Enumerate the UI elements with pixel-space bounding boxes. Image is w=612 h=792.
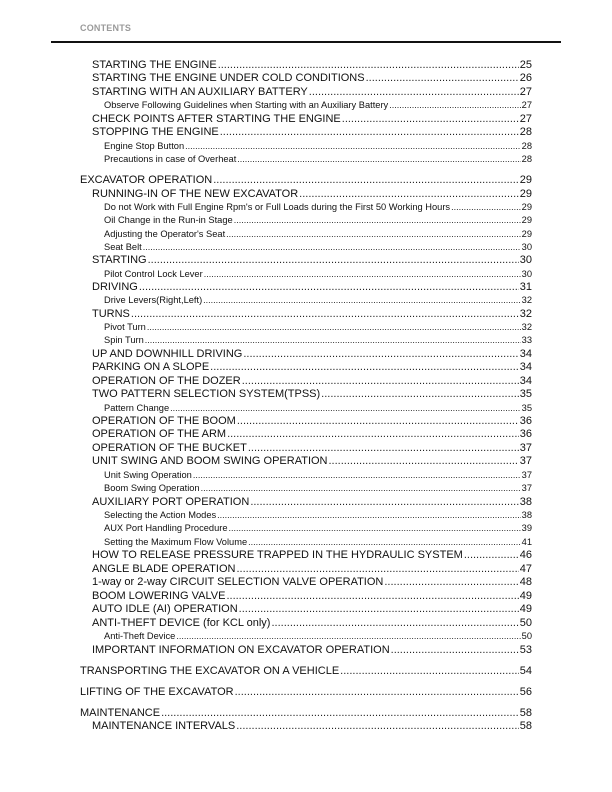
toc-entry-title: Pattern Change	[104, 403, 170, 413]
toc-entry[interactable]	[92, 59, 532, 72]
toc-entry-page-number: 29	[521, 202, 532, 212]
toc-entry[interactable]	[104, 153, 532, 166]
toc-entry[interactable]	[92, 188, 532, 201]
toc-entry-title: TURNS	[92, 308, 130, 320]
toc-entry-title: OPERATION OF THE BUCKET	[92, 442, 247, 454]
toc-entry[interactable]	[92, 254, 532, 267]
dot-leader	[176, 630, 520, 643]
toc-entry[interactable]	[92, 126, 532, 139]
toc-entry[interactable]	[92, 281, 532, 294]
toc-entry[interactable]	[104, 201, 532, 214]
toc-entry-page-number: 58	[519, 720, 532, 732]
toc-entry-title: Anti-Theft Device	[104, 631, 176, 641]
toc-entry-title: Pivot Turn	[104, 322, 146, 332]
toc-entry-page-number: 37	[519, 442, 532, 454]
toc-entry[interactable]	[92, 442, 532, 455]
toc-entry[interactable]	[104, 241, 532, 254]
toc-entry-title: UNIT SWING AND BOOM SWING OPERATION	[92, 455, 328, 467]
dot-leader	[235, 686, 519, 699]
toc-entry[interactable]	[80, 686, 532, 699]
toc-entry[interactable]	[92, 617, 532, 630]
toc-entry-page-number: 30	[519, 254, 532, 266]
dot-leader	[148, 254, 519, 267]
toc-entry-title: Selecting the Action Modes	[104, 510, 217, 520]
toc-entry-page-number: 29	[519, 188, 532, 200]
toc-entry-page-number: 36	[519, 415, 532, 427]
toc-entry-title: STARTING THE ENGINE	[92, 59, 217, 71]
dot-leader	[321, 388, 519, 401]
toc-entry-page-number: 54	[519, 665, 532, 677]
toc-entry-title: RUNNING-IN OF THE NEW EXCAVATOR	[92, 188, 299, 200]
toc-entry-page-number: 37	[521, 483, 532, 493]
toc-entry[interactable]	[104, 228, 532, 241]
toc-entry-page-number: 35	[519, 388, 532, 400]
toc-entry-title: BOOM LOWERING VALVE	[92, 590, 226, 602]
toc-entry-title: Precautions in case of Overheat	[104, 154, 237, 164]
toc-entry-title: HOW TO RELEASE PRESSURE TRAPPED IN THE HYDRAULIC SYSTEM	[92, 549, 463, 561]
toc-entry-page-number: 49	[519, 603, 532, 615]
toc-entry-page-number: 34	[519, 361, 532, 373]
running-header: CONTENTS	[80, 23, 132, 33]
toc-entry-title: 1-way or 2-way CIRCUIT SELECTION VALVE OPERATION	[92, 576, 384, 588]
toc-entry[interactable]	[104, 294, 532, 307]
dot-leader	[236, 563, 518, 576]
toc-entry[interactable]	[104, 268, 532, 281]
toc-entry-title: Setting the Maximum Flow Volume	[104, 537, 248, 547]
toc-entry-title: Engine Stop Button	[104, 141, 185, 151]
toc-entry-title: Drive Levers(Right,Left)	[104, 295, 203, 305]
dot-leader	[366, 72, 519, 85]
toc-entry-page-number: 38	[521, 510, 532, 520]
toc-entry-title: Boom Swing Operation	[104, 483, 200, 493]
toc-entry-page-number: 37	[521, 470, 532, 480]
toc-entry-page-number: 26	[519, 72, 532, 84]
toc-entry-title: CHECK POINTS AFTER STARTING THE ENGINE	[92, 113, 341, 125]
toc-entry[interactable]	[92, 549, 532, 562]
toc-entry-page-number: 27	[519, 113, 532, 125]
toc-entry[interactable]	[104, 536, 532, 549]
toc-entry[interactable]	[104, 140, 532, 153]
toc-entry-page-number: 56	[519, 686, 532, 698]
toc-entry-page-number: 34	[519, 348, 532, 360]
dot-leader	[170, 402, 521, 415]
toc-entry-page-number: 33	[521, 335, 532, 345]
toc-entry-title: ANGLE BLADE OPERATION	[92, 563, 236, 575]
toc-entry-page-number: 29	[521, 229, 532, 239]
toc-entry-title: Unit Swing Operation	[104, 470, 192, 480]
dot-leader	[226, 228, 521, 241]
toc-entry-page-number: 36	[519, 428, 532, 440]
toc-entry[interactable]	[92, 375, 532, 388]
toc-entry[interactable]	[104, 522, 532, 535]
dot-leader	[143, 241, 521, 254]
toc-entry-page-number: 32	[521, 295, 532, 305]
toc-entry[interactable]	[104, 334, 532, 347]
toc-entry[interactable]	[104, 509, 532, 522]
dot-leader	[161, 707, 519, 720]
toc-entry[interactable]	[104, 402, 532, 415]
dot-leader	[147, 321, 521, 334]
toc-entry[interactable]	[92, 415, 532, 428]
dot-leader	[213, 174, 519, 187]
toc-entry-page-number: 34	[519, 375, 532, 387]
toc-entry-page-number: 49	[519, 590, 532, 602]
toc-entry-page-number: 25	[519, 59, 532, 71]
toc-entry-title: Spin Turn	[104, 335, 144, 345]
toc-entry-title: ANTI-THEFT DEVICE (for KCL only)	[92, 617, 271, 629]
toc-entry-title: TRANSPORTING THE EXCAVATOR ON A VEHICLE	[80, 665, 340, 677]
dot-leader	[210, 361, 519, 374]
toc-entry-page-number: 48	[519, 576, 532, 588]
toc-entry-page-number: 41	[521, 537, 532, 547]
toc-entry-title: PARKING ON A SLOPE	[92, 361, 210, 373]
toc-entry-page-number: 46	[519, 549, 532, 561]
dot-leader	[203, 294, 520, 307]
dot-leader	[248, 536, 521, 549]
toc-entry[interactable]	[92, 72, 532, 85]
dot-leader	[451, 201, 521, 214]
toc-entry[interactable]	[92, 348, 532, 361]
header-rule	[51, 41, 561, 43]
dot-leader	[227, 428, 519, 441]
toc-entry-title: AUXILIARY PORT OPERATION	[92, 496, 250, 508]
dot-leader	[242, 375, 519, 388]
toc-entry[interactable]	[92, 113, 532, 126]
toc-entry-title: Seat Belt	[104, 242, 142, 252]
toc-entry-page-number: 39	[521, 523, 532, 533]
dot-leader	[389, 99, 520, 112]
toc-entry-title: STARTING	[92, 254, 147, 266]
dot-leader	[237, 153, 520, 166]
toc-entry[interactable]	[104, 321, 532, 334]
dot-leader	[243, 348, 518, 361]
toc-entry[interactable]	[92, 563, 532, 576]
toc-entry-page-number: 27	[519, 86, 532, 98]
dot-leader	[329, 455, 519, 468]
toc-entry[interactable]	[80, 665, 532, 678]
dot-leader	[299, 188, 519, 201]
dot-leader	[204, 268, 521, 281]
toc-entry[interactable]	[92, 388, 532, 401]
toc-entry[interactable]	[92, 308, 532, 321]
dot-leader	[248, 442, 519, 455]
toc-entry[interactable]	[92, 428, 532, 441]
toc-entry-title: STARTING THE ENGINE UNDER COLD CONDITIONS	[92, 72, 365, 84]
toc-entry[interactable]	[92, 86, 532, 99]
toc-entry-page-number: 35	[521, 403, 532, 413]
toc-entry-page-number: 32	[521, 322, 532, 332]
toc-entry-page-number: 37	[519, 455, 532, 467]
toc-entry-title: AUTO IDLE (AI) OPERATION	[92, 603, 238, 615]
toc-entry-page-number: 27	[521, 100, 532, 110]
toc-entry[interactable]	[80, 174, 532, 187]
toc-entry-title: MAINTENANCE INTERVALS	[92, 720, 236, 732]
dot-leader	[139, 281, 519, 294]
dot-leader	[185, 140, 521, 153]
toc-entry-title: OPERATION OF THE ARM	[92, 428, 227, 440]
toc-entry-title: EXCAVATOR OPERATION	[80, 174, 213, 186]
toc-entry-page-number: 32	[519, 308, 532, 320]
toc-entry[interactable]	[92, 644, 532, 657]
toc-entry[interactable]	[104, 482, 532, 495]
toc-entry-title: Pilot Control Lock Lever	[104, 269, 203, 279]
dot-leader	[309, 86, 519, 99]
toc-entry-title: OPERATION OF THE BOOM	[92, 415, 236, 427]
toc-entry-page-number: 47	[519, 563, 532, 575]
toc-entry-page-number: 30	[521, 242, 532, 252]
toc-entry-page-number: 30	[521, 269, 532, 279]
dot-leader	[464, 549, 519, 562]
dot-leader	[217, 509, 521, 522]
toc-entry-page-number: 50	[521, 631, 532, 641]
toc-entry[interactable]	[104, 469, 532, 482]
toc-entry[interactable]	[104, 99, 532, 112]
dot-leader	[229, 522, 521, 535]
dot-leader	[193, 469, 521, 482]
toc-entry-title: Do not Work with Full Engine Rpm's or Full Loads during the First 50 Working Hours	[104, 202, 451, 212]
toc-entry-title: DRIVING	[92, 281, 138, 293]
toc-entry-page-number: 28	[521, 141, 532, 151]
toc-entry-title: MAINTENANCE	[80, 707, 161, 719]
dot-leader	[218, 59, 519, 72]
toc-entry-page-number: 29	[521, 215, 532, 225]
toc-entry-title: AUX Port Handling Procedure	[104, 523, 228, 533]
toc-entry[interactable]	[92, 455, 532, 468]
toc-entry-title: TWO PATTERN SELECTION SYSTEM(TPSS)	[92, 388, 321, 400]
dot-leader	[234, 214, 521, 227]
toc-entry-page-number: 38	[519, 496, 532, 508]
toc-entry[interactable]	[80, 707, 532, 720]
toc-entry-page-number: 50	[519, 617, 532, 629]
dot-leader	[391, 644, 519, 657]
toc-entry-title: Observe Following Guidelines when Starting with an Auxiliary Battery	[104, 100, 389, 110]
toc-entry-page-number: 58	[519, 707, 532, 719]
dot-leader	[201, 482, 521, 495]
toc-entry-title: STARTING WITH AN AUXILIARY BATTERY	[92, 86, 308, 98]
toc-entry-title: Oil Change in the Run-in Stage	[104, 215, 233, 225]
toc-entry[interactable]	[92, 603, 532, 616]
toc-entry-title: Adjusting the Operator's Seat	[104, 229, 226, 239]
toc-entry[interactable]	[92, 496, 532, 509]
toc-entry-page-number: 29	[519, 174, 532, 186]
toc-entry[interactable]	[92, 590, 532, 603]
toc-entry-page-number: 31	[519, 281, 532, 293]
toc-entry-title: LIFTING OF THE EXCAVATOR	[80, 686, 234, 698]
toc-entry-title: OPERATION OF THE DOZER	[92, 375, 241, 387]
toc-entry[interactable]	[92, 720, 532, 733]
toc-entry-page-number: 53	[519, 644, 532, 656]
toc-entry-page-number: 28	[521, 154, 532, 164]
dot-leader	[239, 603, 519, 616]
dot-leader	[342, 113, 519, 126]
toc-entry-title: STOPPING THE ENGINE	[92, 126, 219, 138]
toc-entry[interactable]	[104, 214, 532, 227]
dot-leader	[237, 415, 519, 428]
toc-entry[interactable]	[92, 576, 532, 589]
dot-leader	[384, 576, 518, 589]
toc-entry-title: UP AND DOWNHILL DRIVING	[92, 348, 243, 360]
dot-leader	[340, 665, 519, 678]
toc-entry[interactable]	[104, 630, 532, 643]
dot-leader	[145, 334, 521, 347]
toc-entry-title: IMPORTANT INFORMATION ON EXCAVATOR OPERATION	[92, 644, 390, 656]
dot-leader	[220, 126, 519, 139]
dot-leader	[236, 720, 519, 733]
toc-entry[interactable]	[92, 361, 532, 374]
toc-entry-page-number: 28	[519, 126, 532, 138]
dot-leader	[250, 496, 518, 509]
dot-leader	[226, 590, 518, 603]
dot-leader	[271, 617, 518, 630]
dot-leader	[131, 308, 519, 321]
